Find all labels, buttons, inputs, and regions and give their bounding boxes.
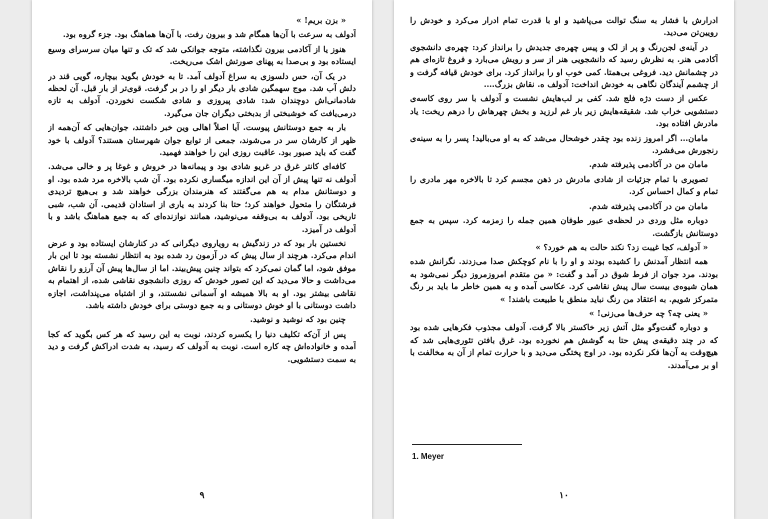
paragraph: دوباره مثل وردی در لحظه‌ی عبور طوفان همین جمله را زمزمه کرد. سپس به جمع دوستانش بازگشت. <box>410 215 718 238</box>
paragraph: نخستین بار بود که در زندگیش به رویاروی دیگرانی که در کنارشان ایستاده بود و عرض اندام می‌کرد. هرچند از سال پیش که در آزمون رد شده بود به انتظار نشسته بود تا این بار موفق شود، اما گمان نمی‌کرد که بتواند چنین پیش‌بیند. اما از سال‌ها پیش آن آرزو را نقاش می‌داشت و حالا می‌دید که این تصور خودش که روزی دانشجوی نقاشی شده، از اهتمام به نقاشی بیشتر بود. او به بالا همیشه او آسمانی نشستند، و از اشتباه می‌پنداشت، اجازه داشت دوستانی با او خوش دوستانی و به جمع دوستی برای خودش داشته باشد. <box>48 237 356 310</box>
left-page-number: ۹ <box>199 491 205 501</box>
paragraph: ادرارش با فشار به سنگ توالت می‌پاشید و او با قدرت تمام ادرار می‌کرد و خودش را رویین‌تن می‌دید. <box>410 15 718 38</box>
paragraph: « یعنی چه؟ چه حرف‌ها می‌زنی! » <box>589 307 708 318</box>
paragraph: پس از آن‌که تکلیف دنیا را یکسره کردند، نوبت به این رسید که هر کس بگوید که کجا آمده و خانواده‌اش چه کاره است. نوبت به آدولف که رسید، به شدت ادراکش گرفت و دید به سمت دستشویی. <box>48 328 356 364</box>
paragraph: در یک آن، حس دلسوزی به سراغ آدولف آمد. تا به خودش بگوید بیچاره، گویی قند در دلش آب شد. موج سهمگین شادی بار دیگر او را در بر گرفت. قوی‌تر از بار قبل. آن لحظه شادمانی‌اش دوچندان شد: شادی پیروزی و شادی شکست نخوردن. آدولف به تازه درمی‌یافت که خوشبختی از بدبختی دیگران جان می‌گیرد. <box>48 70 356 118</box>
paragraph: مامان من در آکادمی پذیرفته شدم. <box>589 200 708 211</box>
right-page-number: ۱۰ <box>559 491 569 501</box>
right-page-text <box>410 14 718 439</box>
paragraph: تصویری با تمام جزئیات از شادی مادرش در ذهن مجسم کرد تا بالاخره مهر مادری را تمام و کمال احساس کرد. <box>410 173 718 197</box>
left-page <box>32 0 372 519</box>
paragraph: و دوباره گفت‌وگو مثل آتش زیر خاکستر بالا گرفت. آدولف مجذوب فکرهایی شده بود که در چند دقیقه‌ی پیش حتا به گوشش هم نخورده بود. غرق بافتن تئوری‌هایی شد که هیچ‌وقت به آن‌ها فکر نکرده بود. در اوج پختگی می‌دید و با حرارت تمام از آن به مخالفت با او بر می‌آمدند. <box>410 322 718 370</box>
paragraph: مامان من در آکادمی پذیرفته شدم. <box>589 159 708 170</box>
right-page <box>394 0 734 519</box>
paragraph: مامان… اگر امروز زنده بود چقدر خوشحال می‌شد که به او می‌بالید! پسر را به سینه‌ی رنجورش می‌فشرد. <box>410 132 718 156</box>
paragraph: کافه‌ای کانتر غرق در غریو شادی بود و پیمانه‌ها در خروش و غوغا پر و خالی می‌شد. آدولف نه تنها پیش از آن این اندازه میگساری نکرده بود. آن شب بالاخره مرد شده بود. او و دوستانش مدام به هم می‌گفتند که هنرمندان بزرگی خواهند شد و بی‌هیچ تردیدی فرشتگان را متحول خواهند کرد؛ حتا بنا کردند به یاری از استادان قدیمی. آن شب، شبی تاریخی بود. آدولف به بی‌وقفه می‌نوشید، همانند نوازنده‌ای که به جمع هماهنگ باشد و با آدولف در آمیزد. <box>48 161 356 234</box>
paragraph: « آدولف، کجا غیبت زد؟ نکند حالت به هم خورد؟ » <box>535 241 708 252</box>
footnote-divider <box>412 444 522 445</box>
left-page-text <box>48 14 356 479</box>
paragraph: همه انتظار آمدنش را کشیده بودند و او را با نام کوچکش صدا می‌زدند. نگرانش شده بودند. مرد جوان از فرط شوق در آمد و گفت: « من متقدم امروزمروز دیگر نمی‌شود به همان شیوه‌ی بیست سال پیش نقاشی کرد. عکاسی آمده و به همین خاطر ما باید بر رنگ متمرکز شویم. به اعتقاد من رنگ نباید منطق با طبیعت باشند! » <box>410 256 718 304</box>
paragraph: در آینه‌ی لجن‌رنگ و پر از لک و پیس چهره‌ی جدیدش را برانداز کرد: چهره‌ی دانشجوی آکادمی هنر. به نظرش رسید که دانشجویی هنر از سر و رویش می‌بارد و فروغ تازه‌ای هم در چشمانش دید. فروغی بی‌همتا. کمی خوب او را برانداز کرد. برای خودش قیافه گرفت و از چشمم آیندگان نگاهی به خودش انداخت: آدولف ه. نقاش بزرگ…. <box>410 41 718 90</box>
paragraph: بار به جمع دوستانش پیوست. آیا اصلاً اهالی وین خبر داشتند، جوان‌هایی که آن‌همه از ظهر از کارشان سر در می‌شوند، جمعی از توابع جوان شهرستان هستند؟ آدولف با خود گفت که باید صبور بود. عاقبت روزی این را خواهند فهمید. <box>48 122 356 158</box>
paragraph: « بزن بریم! » <box>296 15 346 25</box>
paragraph: عکس از دست دژه فلج شد. کفی بر لب‌هایش نشست و آدولف با سر روی کاسه‌ی دستشویی خراب شد. شقیقه‌هایش زیر بار غم لرزید و بخش چهرهاش را درهم ریخت: یاد مادرش افتاده بود. <box>410 93 718 129</box>
paragraph: آدولف به سرعت با آن‌ها همگام شد و بیرون رفت. با آن‌ها هماهنگ بود. جزء گروه بود. <box>62 29 356 40</box>
footnote: 1. Meyer <box>412 452 445 461</box>
paragraph: چنین بود که نوشید و نوشید. <box>249 314 346 325</box>
paragraph: هنوز یا از آکادمی بیرون نگذاشته، متوجه جوانکی شد که تک و تنها میان سرسرای وسیع ایستاده بود و بی‌صدا به پهنای صورتش اشک می‌ریخت. <box>48 43 356 67</box>
